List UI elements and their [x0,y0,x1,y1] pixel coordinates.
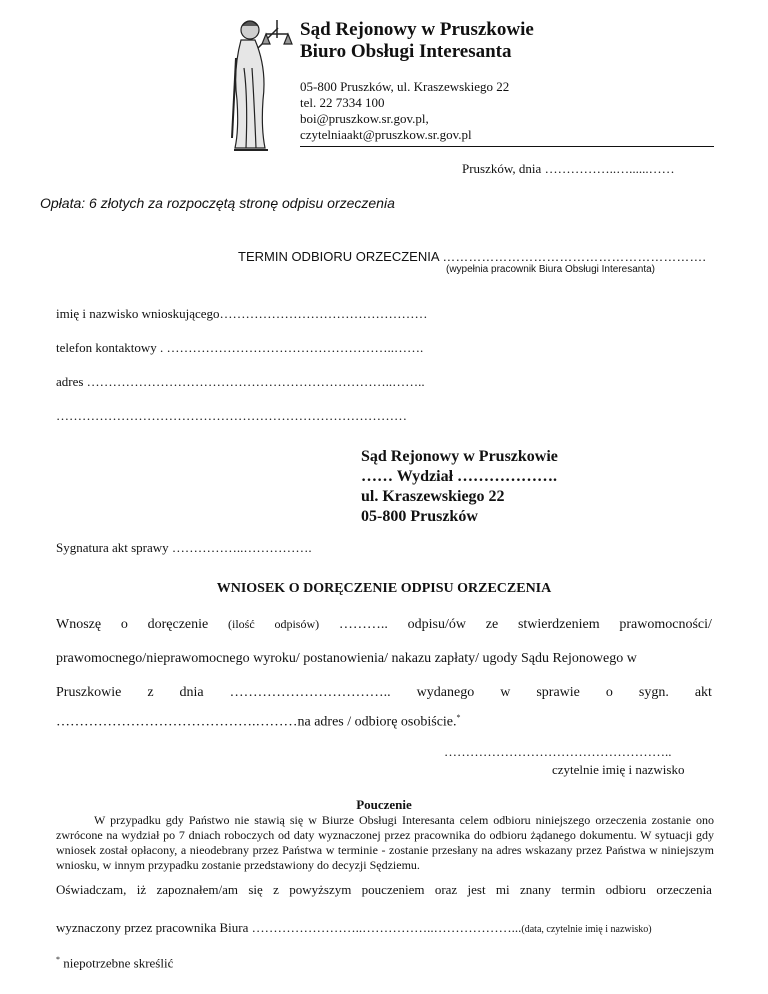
word: z [273,882,279,897]
word: odpisu/ów [407,617,466,632]
request-line-3 [56,685,712,701]
word: iż [136,882,147,897]
word: Wnoszę [56,617,102,632]
declaration-signature-label: (data, czytelnie imię i nazwisko) [521,924,652,935]
pickup-deadline[interactable]: TERMIN ODBIORU ORZECZENIA ……………………………………………………. [238,249,707,264]
word: akt [694,685,712,700]
case-signature-field[interactable]: Sygnatura akt sprawy ……………..……………. [56,540,312,555]
declaration-signature-field: wyznaczony przez pracownika Biura ……………………..……………..………………... [56,920,522,935]
word: ze [485,617,499,632]
declaration-line-2[interactable] [56,920,652,936]
word: doręczenie [147,617,209,632]
word: z [147,685,154,700]
fee-note: Opłata: 6 złotych za rozpoczętą stronę odpisu orzeczenia [40,195,395,211]
court-name: Sąd Rejonowy w Pruszkowie [300,19,534,40]
copies-count-field[interactable]: ……….. [338,617,388,632]
delivery-option-text: …………………………………….………na adres / odbiorę osobiście. [56,714,457,730]
office-name: Biuro Obsługi Interesanta [300,41,512,62]
ruling-date-field[interactable]: …………………………….. [229,685,391,700]
word: oraz [434,882,458,897]
footnote [56,955,173,971]
word: sprawie [536,685,580,700]
word: termin [561,882,596,897]
footnote-mark: * [56,955,60,964]
word: zapoznałem/am [156,882,239,897]
pickup-deadline-note: (wypełnia pracownik Biura Obsługi Interesanta) [446,264,655,275]
applicant-name-field[interactable]: imię i nazwisko wnioskującego………………………………………… [56,306,428,321]
header-divider [300,146,714,147]
word: jest [467,882,486,897]
notice-text: W przypadku gdy Państwo nie stawią się w Biurze Obsługi Interesanta celem odbioru niniejszego orzeczenia zostanie ono zwrócone na wydział po 7 dniach roboczych od daty wyznaczonej przez pracownika do odbioru żądanego dokumentu. W sytuacji gdy wniosek został opłacony, a nieodebrany przez Państwa w terminie - zostanie przesłany na adres wskazany przez Państwa w niniejszym wniosku, w innym przypadku zostanie przedstawiony do decyzji Sędziemu. [56,813,714,872]
footnote-text: niepotrzebne skreślić [60,955,174,971]
applicant-signature-line[interactable]: …………………………………………….. [444,744,672,759]
word: powyższym [289,882,352,897]
word: wydanego [416,685,475,700]
court-phone: tel. 22 7334 100 [300,95,385,110]
request-line-2: prawomocnego/nieprawomocnego wyroku/ postanowienia/ nakazu zapłaty/ ugody Sądu Rejonowego w [56,651,637,666]
word: odbioru [605,882,647,897]
recipient-court: Sąd Rejonowy w Pruszkowie [361,448,558,465]
word: odpisów) [274,617,320,631]
notice-title: Pouczenie [356,797,412,812]
footnote-mark: * [456,713,461,722]
word: dnia [179,685,204,700]
word: sygn. [638,685,669,700]
word: orzeczenia [656,882,712,897]
word: Oświadczam, [56,882,127,897]
word: o [605,685,613,700]
address-field[interactable]: adres ……………………………………………………………..…….. [56,374,425,389]
phone-field[interactable]: telefon kontaktowy . ……………………………………………..……. [56,340,424,355]
request-line-4[interactable] [56,713,461,731]
recipient-department[interactable]: …… Wydział ………………. [361,468,558,485]
reading-room-email: czytelniaakt@pruszkow.sr.gov.pl [300,127,472,142]
court-address: 05-800 Pruszków, ul. Kraszewskiego 22 [300,79,510,94]
word: o [120,617,128,632]
word: stwierdzeniem [517,617,600,632]
recipient-city: 05-800 Pruszków [361,508,478,525]
declaration-line-1 [56,882,712,898]
applicant-signature-label: czytelnie imię i nazwisko [552,762,685,777]
court-email: boi@pruszkow.sr.gov.pl, [300,111,429,126]
word: się [248,882,263,897]
date-line[interactable]: Pruszków, dnia ……………..…......…… [462,161,675,176]
word: mi [495,882,510,897]
word: Pruszkowie [56,685,122,700]
address-field-2[interactable]: ……………………………………………………………………… [56,408,407,423]
word: pouczeniem [361,882,425,897]
word: w [500,685,511,700]
word: (ilość [228,617,255,631]
recipient-street: ul. Kraszewskiego 22 [361,488,505,505]
request-title: WNIOSEK O DORĘCZENIE ODPISU ORZECZENIA [216,581,552,596]
word: znany [519,882,552,897]
lady-justice-logo [228,8,294,154]
request-line-1 [56,617,712,633]
word: prawomocności/ [619,617,712,632]
